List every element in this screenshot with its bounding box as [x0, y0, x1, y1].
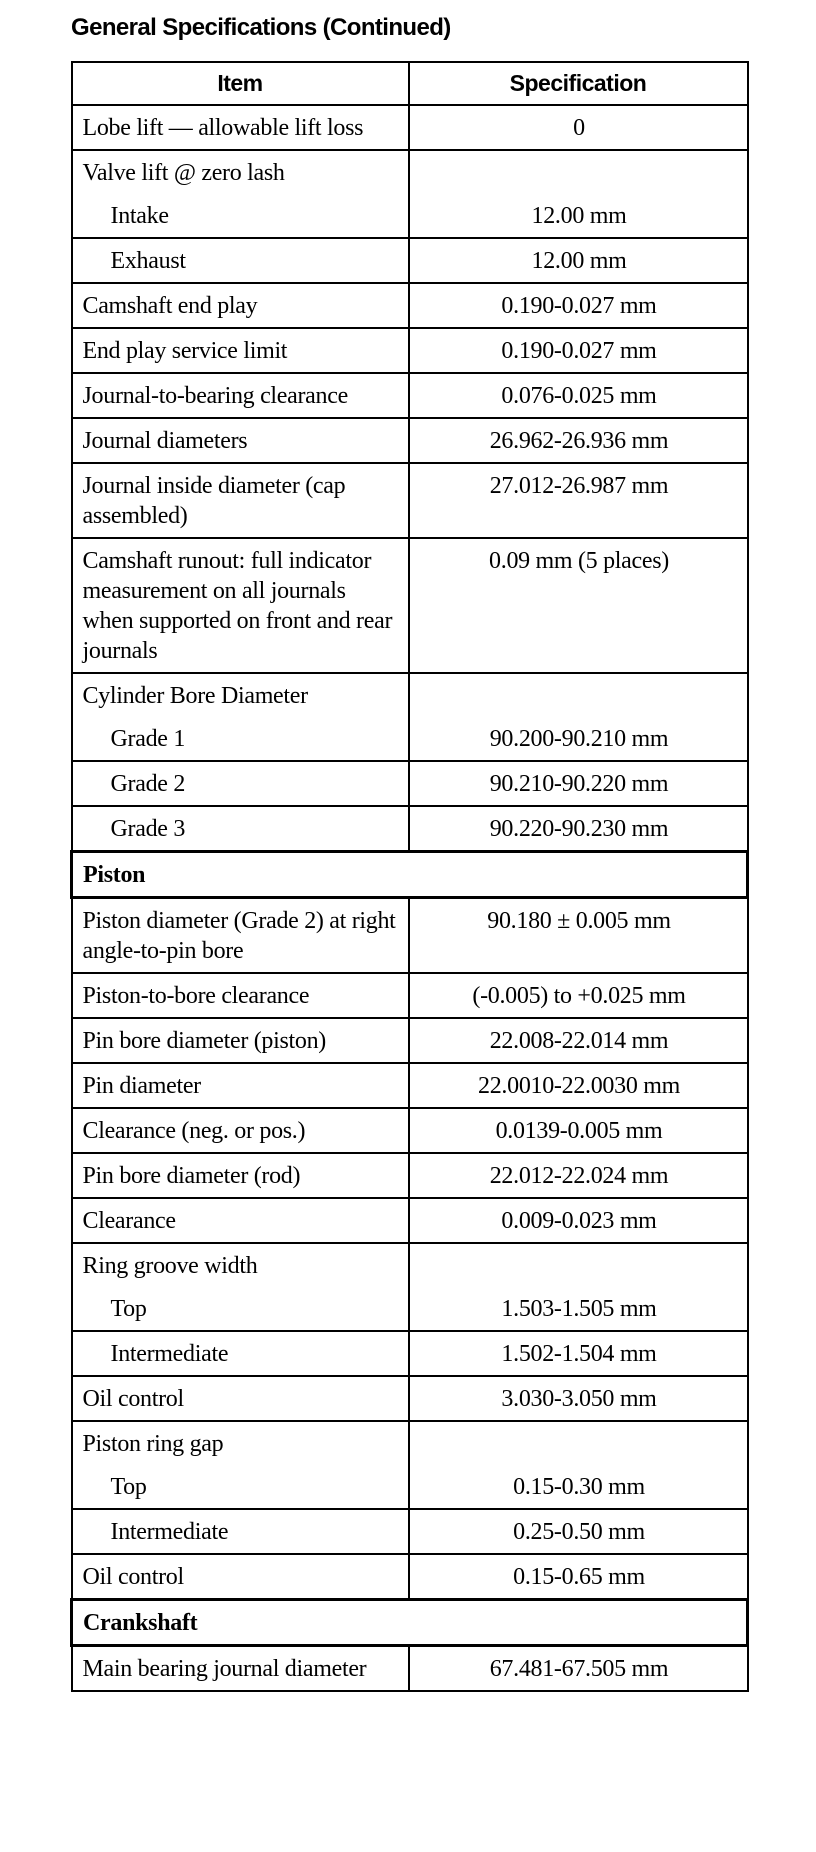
item-cell: Journal inside diameter (cap assembled) [72, 463, 409, 538]
item-cell: Exhaust [72, 238, 409, 283]
specification-cell: 0.15-0.65 mm [409, 1554, 748, 1600]
item-cell: Valve lift @ zero lash [72, 150, 409, 194]
specification-cell: 0.009-0.023 mm [409, 1198, 748, 1243]
specification-cell: 0.076-0.025 mm [409, 373, 748, 418]
item-cell: Grade 1 [72, 717, 409, 761]
table-row [72, 1243, 748, 1287]
item-cell: Cylinder Bore Diameter [72, 673, 409, 717]
specification-cell: 0.0139-0.005 mm [409, 1108, 748, 1153]
table-row [72, 1153, 748, 1198]
item-cell: Piston ring gap [72, 1421, 409, 1465]
table-row [72, 1331, 748, 1376]
specification-cell: 27.012-26.987 mm [409, 463, 748, 538]
table-row [72, 806, 748, 852]
table-row [72, 150, 748, 194]
table-row [72, 1108, 748, 1153]
table-row [72, 1198, 748, 1243]
specification-cell: 67.481-67.505 mm [409, 1646, 748, 1692]
table-row [72, 1376, 748, 1421]
specification-cell: 0 [409, 105, 748, 150]
specification-cell: 0.09 mm (5 places) [409, 538, 748, 673]
specification-cell: 12.00 mm [409, 194, 748, 238]
specification-cell: 0.190-0.027 mm [409, 328, 748, 373]
item-cell: Ring groove width [72, 1243, 409, 1287]
item-cell: Top [72, 1287, 409, 1331]
table-row [72, 283, 748, 328]
table-row [72, 373, 748, 418]
specification-cell: 1.503-1.505 mm [409, 1287, 748, 1331]
specifications-table [70, 61, 749, 1692]
item-cell: Intermediate [72, 1331, 409, 1376]
specification-cell: (-0.005) to +0.025 mm [409, 973, 748, 1018]
section-title: Crankshaft [72, 1600, 748, 1646]
table-header-row [72, 62, 748, 105]
specification-cell: 0.15-0.30 mm [409, 1465, 748, 1509]
table-row [72, 973, 748, 1018]
table-row [72, 1421, 748, 1465]
section-title: Piston [72, 852, 748, 898]
table-row [72, 194, 748, 238]
specification-cell: 1.502-1.504 mm [409, 1331, 748, 1376]
specification-cell: 12.00 mm [409, 238, 748, 283]
item-cell: Journal diameters [72, 418, 409, 463]
specification-cell: 22.012-22.024 mm [409, 1153, 748, 1198]
table-row [72, 1018, 748, 1063]
table-row [72, 761, 748, 806]
specification-cell: 90.200-90.210 mm [409, 717, 748, 761]
item-cell: Pin diameter [72, 1063, 409, 1108]
item-cell: Piston-to-bore clearance [72, 973, 409, 1018]
item-cell: Intake [72, 194, 409, 238]
item-cell: Main bearing journal diameter [72, 1646, 409, 1692]
table-row [72, 238, 748, 283]
item-cell: Oil control [72, 1554, 409, 1600]
item-cell: Camshaft end play [72, 283, 409, 328]
item-cell: Piston diameter (Grade 2) at right angle-to-pin bore [72, 898, 409, 974]
table-row [72, 1646, 748, 1692]
item-cell: Pin bore diameter (piston) [72, 1018, 409, 1063]
table-row [72, 418, 748, 463]
specification-cell: 22.0010-22.0030 mm [409, 1063, 748, 1108]
page-title: General Specifications (Continued) [71, 14, 451, 41]
table-body [72, 105, 748, 1691]
item-cell: Camshaft runout: full indicator measurement on all journals when supported on front and rear journals [72, 538, 409, 673]
table-row [72, 717, 748, 761]
item-cell: Journal-to-bearing clearance [72, 373, 409, 418]
item-cell: Clearance (neg. or pos.) [72, 1108, 409, 1153]
table-row [72, 673, 748, 717]
item-cell: End play service limit [72, 328, 409, 373]
table-row [72, 463, 748, 538]
item-cell: Clearance [72, 1198, 409, 1243]
specification-cell [409, 150, 748, 194]
item-cell: Grade 2 [72, 761, 409, 806]
item-cell: Top [72, 1465, 409, 1509]
table-row [72, 1465, 748, 1509]
item-cell: Oil control [72, 1376, 409, 1421]
specification-cell: 0.190-0.027 mm [409, 283, 748, 328]
specification-cell [409, 1421, 748, 1465]
specification-cell [409, 673, 748, 717]
specification-cell: 3.030-3.050 mm [409, 1376, 748, 1421]
table-row [72, 328, 748, 373]
table-row [72, 1509, 748, 1554]
item-cell: Pin bore diameter (rod) [72, 1153, 409, 1198]
column-header-specification: Specification [409, 62, 748, 105]
table-row [72, 1554, 748, 1600]
table-row [72, 898, 748, 974]
table-row [72, 538, 748, 673]
specification-cell: 22.008-22.014 mm [409, 1018, 748, 1063]
column-header-item: Item [72, 62, 409, 105]
specification-cell: 0.25-0.50 mm [409, 1509, 748, 1554]
specification-cell: 90.180 ± 0.005 mm [409, 898, 748, 974]
section-row [72, 852, 748, 898]
specification-cell [409, 1243, 748, 1287]
table-row [72, 1287, 748, 1331]
specification-cell: 90.210-90.220 mm [409, 761, 748, 806]
item-cell: Grade 3 [72, 806, 409, 852]
item-cell: Intermediate [72, 1509, 409, 1554]
item-cell: Lobe lift — allowable lift loss [72, 105, 409, 150]
table-row [72, 105, 748, 150]
table-row [72, 1063, 748, 1108]
section-row [72, 1600, 748, 1646]
specification-cell: 90.220-90.230 mm [409, 806, 748, 852]
specification-cell: 26.962-26.936 mm [409, 418, 748, 463]
